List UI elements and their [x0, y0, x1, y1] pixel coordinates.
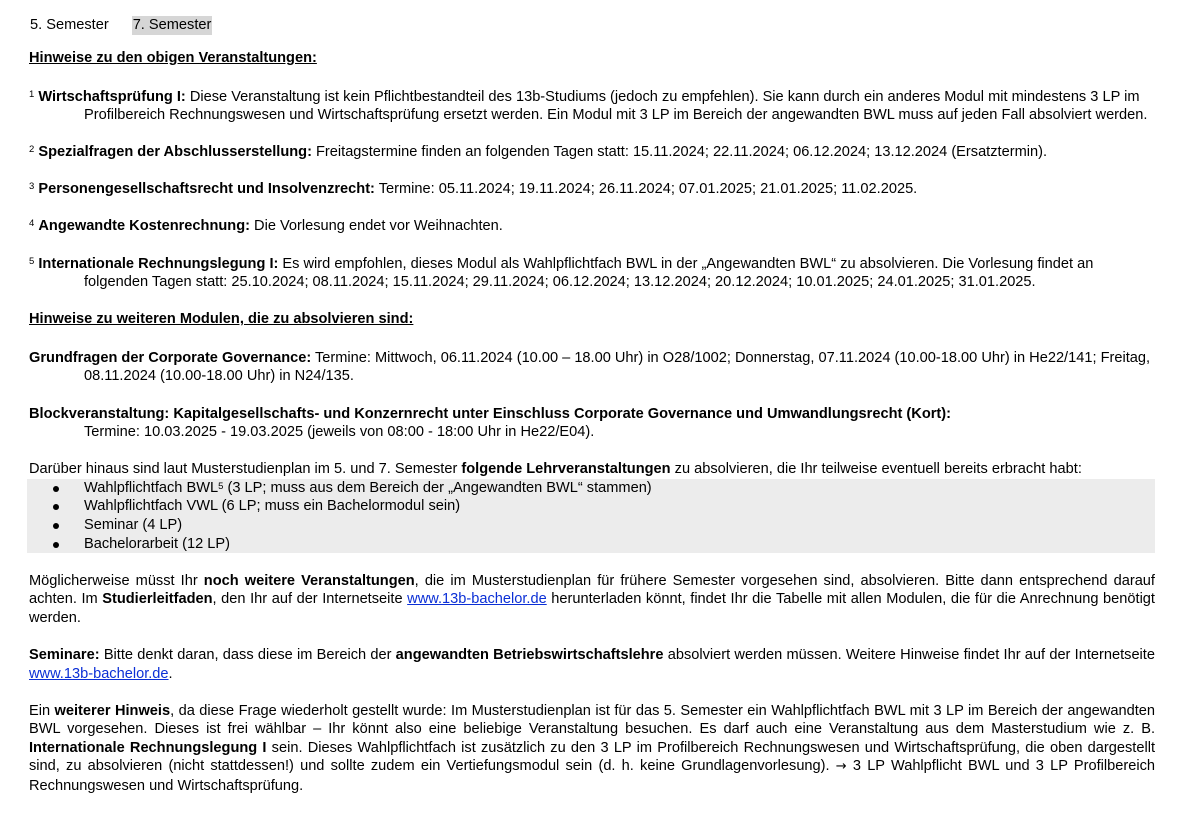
text: , da diese Frage wiederholt gestellt wurde: Im Musterstudienplan ist für das 5. Semester ein Wahlpflichtfach BWL mit 3 LP im Bereich der angewandten BWL vorgesehen. Dieses ist frei wählbar – Ihr könnt also eine beliebige Veranstaltung besuchen. Es darf auch eine Veranstaltung aus dem Masterstudium wie z. B.	[29, 702, 1155, 738]
heading-events: Hinweise zu den obigen Veranstaltungen:	[29, 50, 317, 66]
note-title: Angewandte Kostenrechnung:	[38, 218, 250, 235]
text: .	[168, 665, 173, 682]
bold-text: weiterer Hinweis	[54, 702, 171, 719]
module-title: Blockveranstaltung: Kapitalgesellschafts- und Konzernrecht unter Einschluss Corporate Governance und Umwandlungsrecht (Kort):	[29, 405, 951, 422]
bold-text: noch weitere Veranstaltungen	[203, 572, 415, 589]
text: Möglicherweise müsst Ihr	[29, 572, 204, 589]
note-title: Internationale Rechnungslegung I:	[38, 255, 279, 272]
list-item	[27, 497, 1155, 516]
arrow-right-icon: →	[835, 759, 847, 775]
list-item-text: Wahlpflichtfach BWL	[84, 479, 219, 496]
tab-7-semester[interactable]: 7. Semester	[132, 17, 212, 33]
bullet-icon	[53, 542, 59, 548]
note-personengesellschaftsrecht	[29, 180, 1155, 199]
note-title: Wirtschaftsprüfung I:	[38, 88, 186, 105]
bold-text: Studierleitfaden	[102, 591, 213, 608]
bullet-icon	[53, 486, 59, 492]
list-item	[27, 535, 1155, 554]
list-item-text: Seminar (4 LP)	[84, 517, 183, 533]
note-title: Spezialfragen der Abschlusserstellung:	[38, 144, 312, 161]
note-text: Freitagstermine finden an folgenden Tagen statt: 15.11.2024; 22.11.2024; 06.12.2024; 13.12.2024 (Ersatztermin).	[316, 144, 1047, 161]
footnote-number: 4	[29, 218, 35, 230]
text: absolviert werden müssen. Weitere Hinweise findet Ihr auf der Internetseite	[663, 646, 1155, 663]
paragraph-further-hint	[29, 702, 1155, 796]
note-text: Die Vorlesung endet vor Weihnachten.	[254, 218, 503, 235]
intro-text-end: zu absolvieren, die Ihr teilweise eventuell bereits erbracht habt:	[670, 461, 1082, 478]
footnote-number: 5	[29, 255, 35, 267]
tab-5-semester[interactable]: 5. Semester	[30, 17, 109, 33]
list-item	[27, 516, 1155, 535]
list-item-text: Wahlpflichtfach VWL (6 LP; muss ein Bachelormodul sein)	[84, 498, 461, 515]
bold-text: Internationale Rechnungslegung I	[29, 739, 267, 756]
document-page	[29, 16, 1155, 814]
note-kostenrechnung	[29, 217, 1155, 236]
heading-modules: Hinweise zu weiteren Modulen, die zu absolvieren sind:	[29, 311, 414, 328]
list-item-text: Bachelorarbeit (12 LP)	[84, 535, 231, 552]
list-item-detail: (3 LP; muss aus dem Bereich der „Angewandten BWL“ stammen)	[223, 479, 652, 496]
module-text: Termine: Mittwoch, 06.11.2024 (10.00 – 18.00 Uhr) in O28/1002; Donnerstag, 07.11.2024 (10.00-18.00 Uhr) in He22/141; Freitag, 08.11.2024 (10.00-18.00 Uhr) in N24/135.	[84, 349, 1151, 385]
note-text: Termine: 05.11.2024; 19.11.2024; 26.11.2024; 07.01.2025; 21.01.2025; 11.02.2025.	[378, 181, 918, 198]
footnote-number: 1	[29, 88, 35, 100]
text: Bitte denkt daran, dass diese im Bereich der	[99, 646, 396, 663]
list-intro	[29, 460, 1155, 479]
module-corporate-governance	[29, 349, 1155, 386]
semester-tabs	[29, 16, 1155, 35]
intro-bold: folgende Lehrveranstaltungen	[461, 461, 671, 478]
text: , die im Musterstudienplan für frühere Semester vorgesehen sind, absolvieren. Bitte dann entsprechend darauf achten. Im	[29, 572, 1155, 608]
bold-text: angewandten Betriebswirtschaftslehre	[395, 646, 664, 663]
module-text: Termine: 10.03.2025 - 19.03.2025 (jeweils von 08:00 - 18:00 Uhr in He22/E04).	[84, 424, 595, 441]
module-title: Grundfragen der Corporate Governance:	[29, 349, 312, 366]
note-text: Es wird empfohlen, dieses Modul als Wahlpflichtfach BWL in der „Angewandten BWL“ zu absolvieren. Die Vorlesung findet an folgenden Tagen statt: 25.10.2024; 08.11.2024; 15.11.2024; 29.11.2024; 06.12.2024; 13.12.2024; 20.12.2024; 10.01.2025; 24.01.2025; 31.01.2025.	[84, 255, 1094, 291]
intro-text: Darüber hinaus sind laut Musterstudienplan im 5. und 7. Semester	[29, 461, 462, 478]
note-wirtschaftspruefung	[29, 88, 1155, 125]
note-title: Personengesellschaftsrecht und Insolvenzrecht:	[38, 181, 375, 198]
list-item	[27, 479, 1155, 498]
note-rechnungslegung	[29, 255, 1155, 292]
note-text: Diese Veranstaltung ist kein Pflichtbestandteil des 13b-Studiums (jedoch zu empfehlen). Sie kann durch ein anderes Modul mit mindestens 3 LP im Profilbereich Rechnungswesen und Wirtschaftsprüfung ersetzt werden. Ein Modul mit 3 LP im Bereich der angewandten BWL muss auf jeden Fall absolviert werden.	[84, 88, 1148, 124]
website-link[interactable]: www.13b-bachelor.de	[407, 591, 547, 608]
bullet-icon	[53, 504, 59, 510]
bullet-icon	[53, 523, 59, 529]
footnote-number: 2	[29, 144, 35, 156]
text: sein. Dieses Wahlpflichtfach ist zusätzlich zu den 3 LP im Profilbereich Rechnungswesen und Wirtschaftsprüfung, die oben dargestellt sind, zu absolvieren (nicht stattdessen!) und sollte zudem ein Vertiefungsmodul sein (d. h. keine Grundlagenvorlesung).	[29, 739, 1155, 775]
website-link[interactable]: www.13b-bachelor.de	[29, 665, 169, 682]
module-blockveranstaltung	[29, 405, 1155, 442]
text: , den Ihr auf der Internetseite	[212, 591, 408, 608]
note-abschlusserstellung	[29, 143, 1155, 162]
footnote-number: 3	[29, 181, 35, 193]
footnote-ref: 5	[218, 480, 224, 492]
paragraph-seminars	[29, 646, 1155, 683]
text: herunterladen könnt, findet Ihr die Tabelle mit allen Modulen, die für die Anrechnung benötigt werden.	[29, 591, 1155, 626]
paragraph-further-courses	[29, 572, 1155, 628]
required-courses-list	[27, 479, 1155, 553]
text: Ein	[29, 702, 55, 719]
text: 3 LP Wahlpflicht BWL und 3 LP Profilbereich Rechnungswesen und Wirtschaftsprüfung.	[29, 758, 1156, 795]
bold-text: Seminare:	[29, 646, 100, 663]
